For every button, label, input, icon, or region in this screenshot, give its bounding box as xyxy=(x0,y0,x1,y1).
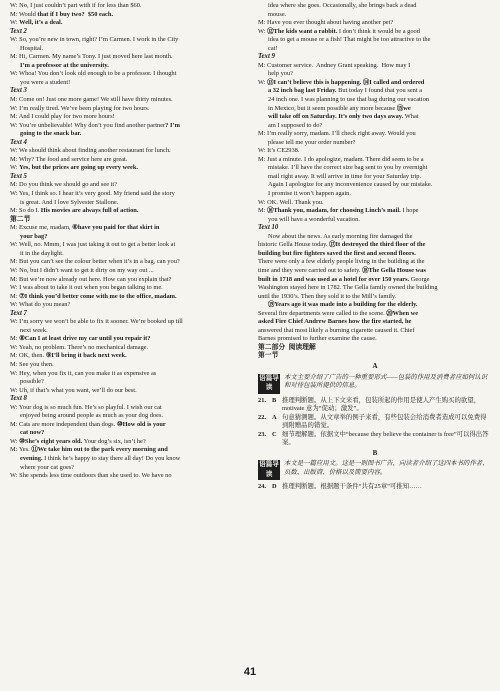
left-line: where your cat goes? xyxy=(20,463,75,471)
right-line: historic Gella House today. ⑰It destroyed the third floor of the xyxy=(258,241,426,249)
left-line: possible? xyxy=(20,378,44,386)
left-line: W: No, I just couldn’t part with if for less than $60. xyxy=(10,2,142,9)
right-line: W: ⑬I can’t believe this is happening. ⑭I called and ordered xyxy=(258,78,425,86)
right-line: a 32 inch bag last Friday. But today I found that you sent a xyxy=(268,87,423,95)
right-line: W: OK. Well. Thank you. xyxy=(258,198,324,206)
left-line: W: What do you mean? xyxy=(10,301,71,309)
right-line: you will have a wonderful vacation. xyxy=(268,215,360,223)
right-line: building but fire fighters saved the first and second floors. xyxy=(258,249,416,257)
right-line: built in 1718 and was used as a hotel for over 150 years. George xyxy=(258,275,430,283)
left-line: going to the snack bar. xyxy=(20,130,82,138)
answer-letter: A xyxy=(272,413,277,421)
right-line: until the 1930’s. Then they sold it to the Mill’s family. xyxy=(258,292,397,300)
right-line: Washington stayed here in 1782. The Gella family owned the building xyxy=(258,284,438,292)
left-line: W: I’m sorry we won’t be able to fix it sooner. We’re booked up till xyxy=(10,318,183,326)
right-line: Text 10 xyxy=(258,224,279,232)
right-line: mail right away. It will arrive in time for your Saturday trip. xyxy=(268,172,422,180)
right-line: Now about the news. As early morning fire damaged the xyxy=(268,232,413,240)
left-line: W: Uh, if that’s what you want, we’ll do our best. xyxy=(10,386,137,394)
left-line: you were a student! xyxy=(20,78,71,86)
left-line: W: Your dog is so much fun. He’s so playful. I wish our cat xyxy=(10,403,162,411)
left-line: M: But we’re now already out here. How can you explain that? xyxy=(10,275,172,283)
left-line: W: ⑩She’s eight years old. Your dog’s six, isn’t he? xyxy=(10,437,146,445)
left-line: M: So do I. His movies are always full of action. xyxy=(10,207,139,215)
left-line: M: Hi, Carmen. My name’s Tony. I just moved here last month. xyxy=(10,53,173,61)
right-line: idea where she goes. Occasionally, she brings back a dead xyxy=(268,2,417,9)
left-line: 第二节 xyxy=(10,215,31,223)
guide-a-tag: 语篇导读 xyxy=(258,374,280,394)
right-transcript xyxy=(258,2,492,361)
right-line: 第一节 xyxy=(258,352,279,360)
left-line: W: Whoa! You don’t look old enough to be a professor. I thought xyxy=(10,70,177,78)
left-line: M: Come on! Just one more game! We still have thirty minutes. xyxy=(10,96,173,104)
left-line: next week. xyxy=(20,326,48,334)
right-line: mistake. I’ll have the correct size bag sent to you by overnight xyxy=(268,164,428,172)
left-line: W: Well, it’s a deal. xyxy=(10,19,63,27)
left-column xyxy=(10,2,242,481)
left-line: I’m a professor at the university. xyxy=(20,61,109,69)
left-line: W: Yeah, no problem. There’s no mechanical damage. xyxy=(10,343,149,351)
left-line: W: Yes, I think so. I hear it’s very good. My friend said the story xyxy=(10,190,175,198)
right-column xyxy=(258,2,492,492)
right-line: W: It’s CE2938. xyxy=(258,147,300,155)
answers-a xyxy=(258,397,492,448)
right-line: 第二部分 阅读理解 xyxy=(258,343,316,351)
answer-number: 24. xyxy=(258,483,266,491)
answer-letter: C xyxy=(272,430,277,438)
right-line: please tell me your order number? xyxy=(268,138,356,146)
left-line: is great. And I love Sylvester Stallone. xyxy=(20,198,119,206)
right-line: in Mexico, but it seem possible any more because ⑮we xyxy=(268,104,411,112)
right-line: answered that most likely a burning cigarette caused it. Chief xyxy=(258,326,415,334)
left-line: W: Yes, but the prices are going up every week. xyxy=(10,164,138,172)
guide-a-text: 本文主要介绍了广告的一种重要形式——包装的作用及消费者应如何认识和对待包装所提供的信息。 xyxy=(284,373,488,390)
right-line: cat! xyxy=(268,44,278,52)
left-line: your bag? xyxy=(20,232,48,240)
right-line: Text 9 xyxy=(258,53,275,61)
answer-explanation: 推理判断题。从上下文来看，包装所起的作用是使人产生购买的欲望，motivate 意为“促动；激发”。 xyxy=(282,396,481,413)
left-line: Text 3 xyxy=(10,87,27,95)
left-line: W: So, you’re new in town, right? I’m Carmen. I work in the City xyxy=(10,36,179,44)
right-line: Several fire departments were called to the scene. ⑳When we xyxy=(258,309,419,317)
left-line: M: And I could play for two more hours! xyxy=(10,113,115,121)
right-line: am I supposed to do? xyxy=(268,121,323,129)
left-line: M: Excuse me, madam, ⑥have you paid for that skirt in xyxy=(10,224,160,232)
right-line: M: I’m really sorry, madam. I’ll check right away. Would you xyxy=(258,130,416,138)
right-line: Again I apologize for any inconvenience caused by our mistake. xyxy=(268,181,433,189)
left-line: cat now? xyxy=(20,429,45,437)
left-line: Text 8 xyxy=(10,395,27,403)
left-line: M: Cats are more independent than dogs. ⑩How old is your xyxy=(10,420,166,428)
left-line: W: No, but I didn’t want to get it dirty on my way out ... xyxy=(10,266,154,274)
left-line: M: ⑧Can I at least drive my car until you repair it? xyxy=(10,335,151,343)
answer-row xyxy=(258,431,492,448)
left-line: M: Would that if I buy two? $50 each. xyxy=(10,10,114,18)
page-number: 41 xyxy=(243,666,257,678)
guide-b-text: 本文是一篇应用文。这是一则图书广告，向读者介绍了这四本书的作者、页数、出版商、价格以及简要内容。 xyxy=(284,460,489,476)
right-line: time and they were carried out to safety. ⑱The Gella House was xyxy=(258,266,426,274)
right-line: help you? xyxy=(268,70,294,78)
right-line: M: Customer service. Andney Grant speaking. How may I xyxy=(258,61,411,69)
answer-explanation: 推理判断题。根据题干条件“共有25章”可推知…… xyxy=(282,483,422,491)
left-line: M: ⑦I think you’d better come with me to the office, madam. xyxy=(10,292,177,300)
answer-number: 23. xyxy=(258,430,266,438)
left-line: W: Well, no. Mmm, I was just taking it out to get a better look at xyxy=(10,241,176,249)
left-line: Hospital. xyxy=(20,44,44,52)
left-line: Text 4 xyxy=(10,138,27,146)
left-line: evening. I think he’s happy to stay there all day! Do you know xyxy=(20,454,181,462)
left-line: M: But you can’t see the colour better when it’s in a bag, can you? xyxy=(10,258,180,266)
right-line: W: ⑫The kids want a rabbit. I don’t think it would be a good xyxy=(258,27,420,35)
left-line: Text 7 xyxy=(10,309,27,317)
left-line: enjoyed being around people as much as your dog does. xyxy=(20,412,164,420)
left-line: it in the daylight. xyxy=(20,249,64,257)
section-b-heading: B xyxy=(372,448,378,457)
right-line: M: Have you ever thought about having another pet? xyxy=(258,19,394,27)
answer-number: 22. xyxy=(258,413,266,421)
left-line: W: You’re unbelievable! Why don’t you find another partner? I’m xyxy=(10,121,180,129)
right-line: 24 inch one. I was planning to use that bag during our vacation xyxy=(268,96,429,104)
left-line: Text 2 xyxy=(10,27,27,35)
left-line: W: I was about to take it out when you began talking to me. xyxy=(10,284,163,292)
left-line: W: She spends less time outdoors than she used to. We have no xyxy=(10,472,172,480)
answer-row xyxy=(258,483,492,492)
right-line: mouse. xyxy=(268,10,287,18)
right-line: ⑲Years ago it was made into a building for the elderly. xyxy=(268,301,418,309)
right-line: idea to get a mouse or a fish! That might be too attractive to the xyxy=(268,36,431,44)
left-line: W: Hey, when you fix it, can you make it as expensive as xyxy=(10,369,157,377)
left-line: M: OK, then. ⑨I’ll bring it back next week. xyxy=(10,352,127,360)
answers-b xyxy=(258,483,492,492)
left-line: M: Why? The food and service here are great. xyxy=(10,155,128,163)
right-line: M: ⑯Thank you, madam, for choosing Linch’s mail. I hope xyxy=(258,207,419,215)
left-line: M: Do you think we should go and see it? xyxy=(10,181,118,189)
answer-row xyxy=(258,397,492,414)
left-line: Text 5 xyxy=(10,172,27,180)
guide-b xyxy=(258,460,492,480)
guide-b-tag: 语篇导读 xyxy=(258,460,280,480)
answer-letter: D xyxy=(272,483,277,491)
right-line: asked Fire Chief Andrew Barnes how the fire started, he xyxy=(258,318,412,326)
answer-letter: B xyxy=(272,396,277,404)
left-line: W: We should think about finding another restaurant for lunch. xyxy=(10,147,171,155)
answer-number: 21. xyxy=(258,396,266,404)
left-line: M: See you then. xyxy=(10,360,54,368)
right-line: will take off on Saturday. It’s only two days away. What xyxy=(268,113,419,121)
right-line: I promise it won’t happen again. xyxy=(268,190,351,198)
answer-explanation: 句意猜测题。从文章举的例子来看，有些包装会给消费者造成可以免费得到附赠品的错觉。 xyxy=(282,413,487,430)
left-line: M: Yes. ⑪We take him out to the park every morning and xyxy=(10,446,168,454)
answer-row xyxy=(258,414,492,431)
right-line: Barnes promised to further examine the cause. xyxy=(258,335,377,343)
right-line: M: Just a minute. I do apologize, madam. There did seem to be a xyxy=(258,155,424,163)
answer-explanation: 细节理解题。依据文中“because they believe the container is free”可以得出答案。 xyxy=(282,430,489,447)
left-line: W: I’m really tired. We’ve been playing for two hours. xyxy=(10,104,150,112)
guide-a xyxy=(258,374,492,394)
section-a-heading: A xyxy=(372,361,378,370)
right-line: There were only a few elderly people living in the building at the xyxy=(258,258,425,266)
